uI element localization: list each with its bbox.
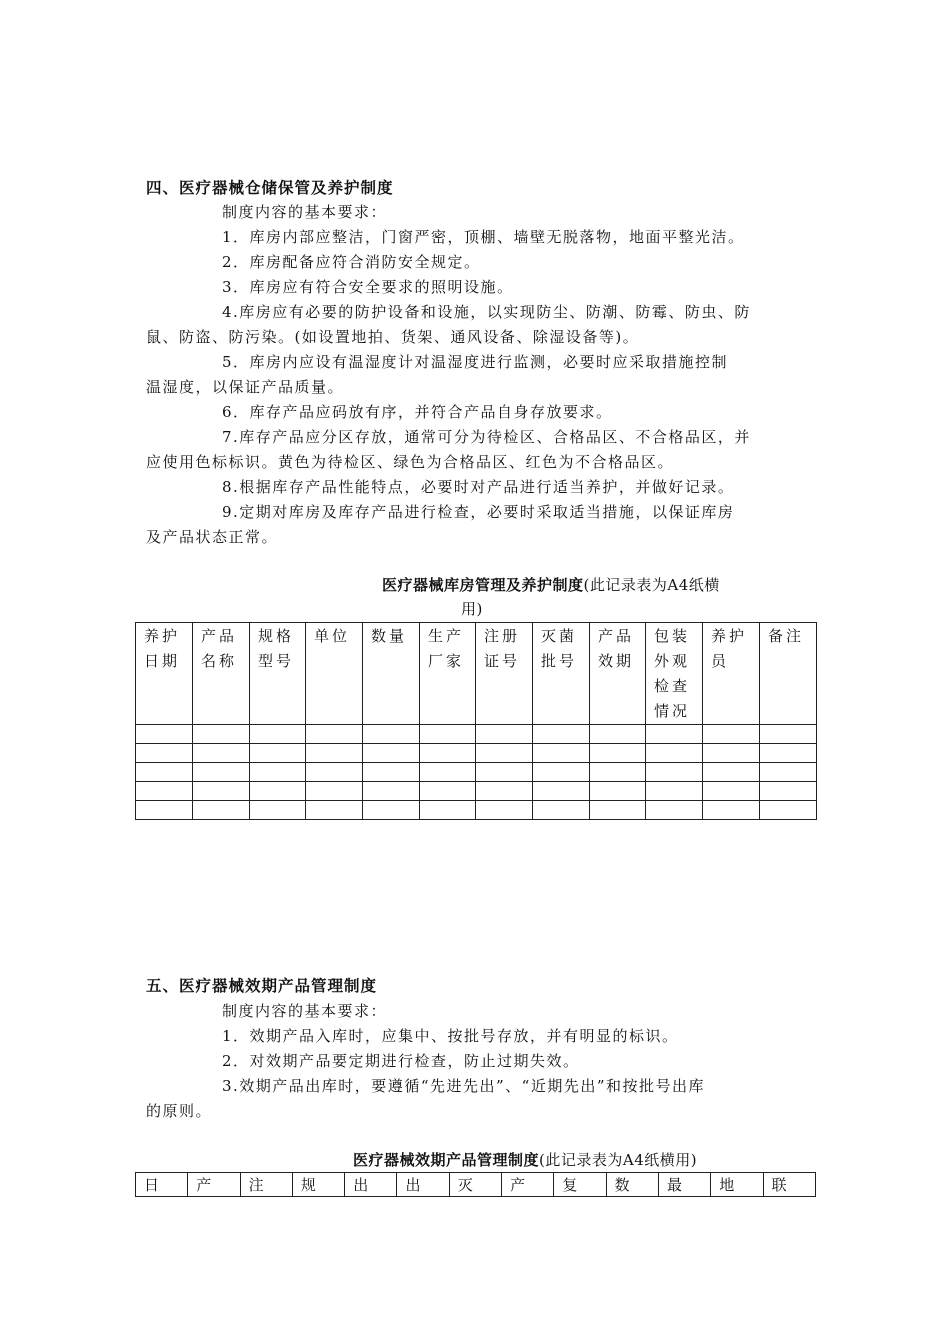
table-cell[interactable]	[760, 782, 817, 801]
table-cell[interactable]	[193, 763, 250, 782]
section-5-intro: 制度内容的基本要求：	[222, 1002, 388, 1020]
table-cell[interactable]	[136, 744, 193, 763]
section-5-line: 的原则。	[146, 1102, 213, 1120]
table-cell[interactable]	[476, 801, 533, 820]
table-2-caption	[353, 1149, 697, 1170]
table-1-header-text: 日期	[144, 652, 181, 670]
table-cell[interactable]	[250, 763, 306, 782]
section-4-line: 鼠、防盗、防污染。(如设置地拍、货架、通风设备、除湿设备等)。	[146, 328, 640, 346]
table-cell[interactable]	[306, 763, 363, 782]
table-cell[interactable]	[533, 801, 590, 820]
table-cell[interactable]	[476, 725, 533, 744]
table-1-header-cell	[420, 623, 476, 725]
table-cell[interactable]	[250, 801, 306, 820]
table-cell[interactable]	[533, 725, 590, 744]
table-1-header-cell	[193, 623, 250, 725]
table-1-header-text: 员	[711, 652, 730, 670]
table-2-header-cell: 注	[240, 1173, 292, 1197]
table-2-header-cell: 联	[763, 1173, 815, 1197]
table-2-header-cell: 产	[502, 1173, 554, 1197]
table-1-header-text: 规格	[258, 627, 295, 645]
table-1-caption-wrap: 用)	[461, 600, 483, 618]
table-cell[interactable]	[250, 725, 306, 744]
table-2-header-cell: 出	[397, 1173, 449, 1197]
table-1-header-cell	[306, 623, 363, 725]
table-2-header-cell: 数	[606, 1173, 658, 1197]
section-4-line: 4.库房应有必要的防护设备和设施，以实现防尘、防潮、防霉、防虫、防	[222, 303, 751, 321]
table-cell[interactable]	[136, 801, 193, 820]
section-4-line: 3．库房应有符合安全要求的照明设施。	[222, 278, 514, 296]
table-1-caption	[382, 574, 720, 595]
table-1-header-text: 生产	[428, 627, 465, 645]
table-2-header-cell: 规	[292, 1173, 344, 1197]
section-4-line: 温湿度，以保证产品质量。	[146, 378, 345, 396]
table-cell[interactable]	[646, 744, 703, 763]
table-cell[interactable]	[476, 763, 533, 782]
table-cell[interactable]	[420, 744, 476, 763]
table-cell[interactable]	[590, 763, 646, 782]
section-4-line: 1．库房内部应整洁，门窗严密，顶棚、墙壁无脱落物，地面平整光洁。	[222, 228, 745, 246]
table-cell[interactable]	[306, 782, 363, 801]
table-1-header-text: 数量	[371, 627, 408, 645]
table-2-header-cell: 地	[711, 1173, 763, 1197]
table-1-header-cell	[136, 623, 193, 725]
section-5-line: 3.效期产品出库时，要遵循“先进先出”、“近期先出”和按批号出库	[222, 1077, 705, 1095]
table-cell[interactable]	[193, 744, 250, 763]
table-1-header-cell	[363, 623, 420, 725]
table-cell[interactable]	[533, 744, 590, 763]
table-cell[interactable]	[533, 782, 590, 801]
section-4-line: 及产品状态正常。	[146, 528, 279, 546]
table-1-caption-title: 医疗器械库房管理及养护制度	[382, 576, 584, 594]
table-1-header-cell	[533, 623, 590, 725]
table-cell[interactable]	[363, 744, 420, 763]
table-cell[interactable]	[646, 725, 703, 744]
table-cell[interactable]	[703, 744, 760, 763]
table-2-header-cell: 产	[188, 1173, 240, 1197]
section-4-intro: 制度内容的基本要求：	[222, 203, 388, 221]
table-cell[interactable]	[193, 801, 250, 820]
table-cell[interactable]	[646, 763, 703, 782]
section-4-line: 5．库房内应设有温湿度计对温湿度进行监测，必要时应采取措施控制	[222, 353, 729, 371]
section-5-line: 2．对效期产品要定期进行检查，防止过期失效。	[222, 1052, 580, 1070]
table-cell[interactable]	[646, 782, 703, 801]
section-4-line: 6．库存产品应码放有序，并符合产品自身存放要求。	[222, 403, 613, 421]
table-2-header-cell: 出	[345, 1173, 397, 1197]
table-1-header-text: 养护	[711, 627, 748, 645]
table-2-header-cell: 最	[658, 1173, 710, 1197]
table-cell[interactable]	[646, 801, 703, 820]
table-2-caption-note: (此记录表为A4纸横用)	[539, 1151, 698, 1169]
table-1-header-cell	[760, 623, 817, 725]
table-cell[interactable]	[306, 801, 363, 820]
table-2-header-row	[136, 1173, 816, 1197]
table-cell[interactable]	[306, 725, 363, 744]
table-1-header-text: 检查	[654, 677, 691, 695]
table-cell[interactable]	[193, 725, 250, 744]
table-cell[interactable]	[193, 782, 250, 801]
section-4-line: 9.定期对库房及库存产品进行检查，必要时采取适当措施，以保证库房	[222, 503, 735, 521]
table-2-header-cell: 灭	[449, 1173, 501, 1197]
table-cell[interactable]	[420, 725, 476, 744]
table-1-header-text: 产品	[598, 627, 635, 645]
table-cell[interactable]	[363, 782, 420, 801]
table-cell[interactable]	[136, 763, 193, 782]
table-cell[interactable]	[760, 801, 817, 820]
table-cell[interactable]	[250, 744, 306, 763]
table-cell[interactable]	[363, 725, 420, 744]
table-cell[interactable]	[590, 801, 646, 820]
table-1-header-cell	[476, 623, 533, 725]
table-cell[interactable]	[703, 801, 760, 820]
table-1-header-text: 名称	[201, 652, 238, 670]
table-1-header-text: 证号	[484, 652, 521, 670]
table-1-header-text: 厂家	[428, 652, 465, 670]
table-cell[interactable]	[590, 782, 646, 801]
table-cell[interactable]	[590, 725, 646, 744]
table-1-header-text: 包装	[654, 627, 691, 645]
section-4-line: 应使用色标标识。黄色为待检区、绿色为合格品区、红色为不合格品区。	[146, 453, 675, 471]
section-4-heading: 四、医疗器械仓储保管及养护制度	[146, 179, 394, 197]
table-1-header-text: 外观	[654, 652, 691, 670]
table-cell[interactable]	[476, 744, 533, 763]
table-1-header-cell	[250, 623, 306, 725]
table-2-caption-title: 医疗器械效期产品管理制度	[353, 1151, 540, 1169]
section-5-heading: 五、医疗器械效期产品管理制度	[146, 977, 378, 995]
table-cell[interactable]	[476, 782, 533, 801]
section-5-line: 1．效期产品入库时，应集中、按批号存放，并有明显的标识。	[222, 1027, 679, 1045]
table-1-header-text: 注册	[484, 627, 521, 645]
table-row	[136, 801, 817, 820]
table-1-header-text: 灭菌	[541, 627, 578, 645]
table-1-header-text: 单位	[314, 627, 351, 645]
table-2-header-cell: 日	[136, 1173, 188, 1197]
table-row	[136, 725, 817, 744]
table-cell[interactable]	[760, 763, 817, 782]
table-1-header-cell	[646, 623, 703, 725]
table-cell[interactable]	[533, 763, 590, 782]
table-row	[136, 744, 817, 763]
table-1-header-text: 养护	[144, 627, 181, 645]
table-cell[interactable]	[306, 744, 363, 763]
table-2-header-cell: 复	[554, 1173, 606, 1197]
table-cell[interactable]	[363, 763, 420, 782]
storage-maintenance-table	[135, 622, 817, 820]
section-4-line: 7.库存产品应分区存放，通常可分为待检区、合格品区、不合格品区，并	[222, 428, 751, 446]
table-row	[136, 763, 817, 782]
table-cell[interactable]	[420, 801, 476, 820]
section-5-body	[146, 999, 810, 1124]
table-1-header-text: 批号	[541, 652, 578, 670]
table-cell[interactable]	[363, 801, 420, 820]
table-1-caption-note: (此记录表为A4纸横	[583, 576, 720, 594]
table-cell[interactable]	[420, 763, 476, 782]
table-1-header-text: 效期	[598, 652, 635, 670]
table-1-header-text: 情况	[654, 702, 691, 720]
table-cell[interactable]	[420, 782, 476, 801]
table-cell[interactable]	[136, 725, 193, 744]
expiry-product-table	[135, 1172, 816, 1197]
table-cell[interactable]	[590, 744, 646, 763]
table-cell[interactable]	[703, 725, 760, 744]
table-cell[interactable]	[703, 763, 760, 782]
table-cell[interactable]	[760, 744, 817, 763]
table-1-header-text: 型号	[258, 652, 295, 670]
table-1-header-cell	[703, 623, 760, 725]
table-cell[interactable]	[703, 782, 760, 801]
section-4-body	[146, 200, 810, 550]
table-1-header-row	[136, 623, 817, 725]
table-cell[interactable]	[760, 725, 817, 744]
table-1-header-text: 产品	[201, 627, 238, 645]
table-cell[interactable]	[136, 782, 193, 801]
table-row	[136, 782, 817, 801]
section-4-line: 8.根据库存产品性能特点，必要时对产品进行适当养护，并做好记录。	[222, 478, 735, 496]
table-cell[interactable]	[250, 782, 306, 801]
table-1-header-text: 备注	[768, 627, 805, 645]
section-4-line: 2．库房配备应符合消防安全规定。	[222, 253, 481, 271]
table-1-header-cell	[590, 623, 646, 725]
